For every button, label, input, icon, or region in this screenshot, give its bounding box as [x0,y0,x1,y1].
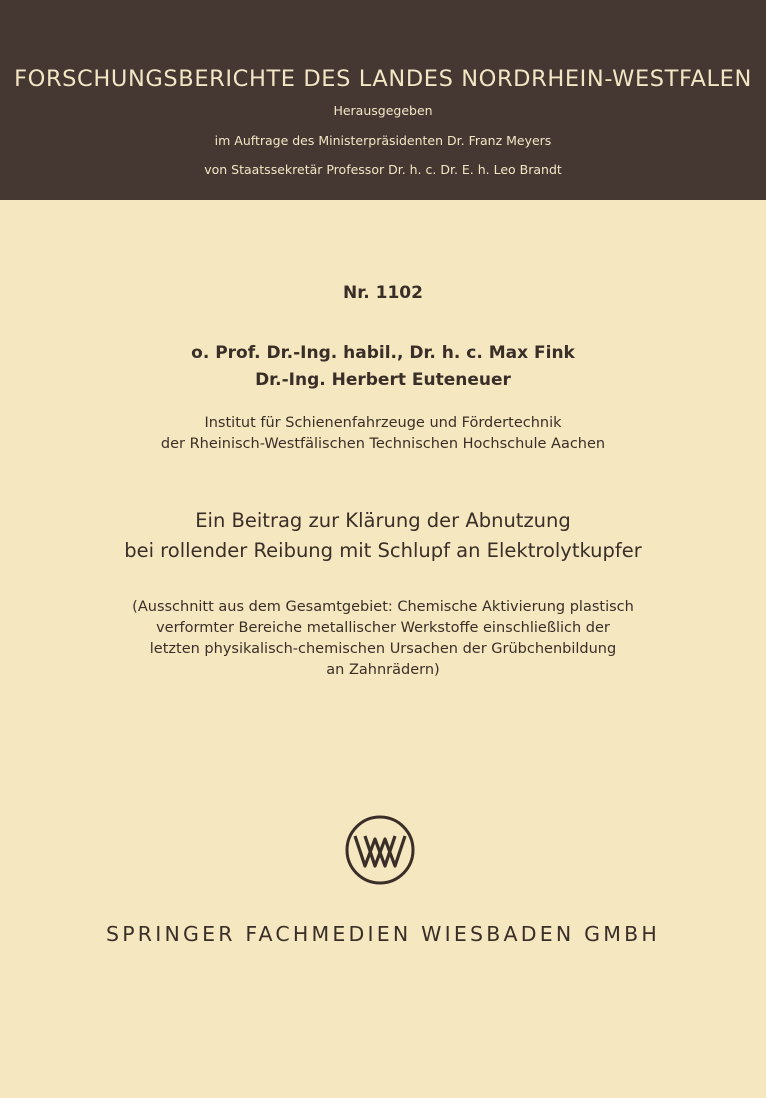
editor-line: von Staatssekretär Professor Dr. h. c. Dr. E. h. Leo Brandt [204,162,562,177]
title-line: Ein Beitrag zur Klärung der Abnutzung [195,509,571,532]
institute-line: der Rheinisch-Westfälischen Technischen Hochschule Aachen [160,436,606,452]
author-line: o. Prof. Dr.-Ing. habil., Dr. h. c. Max Fink [191,343,575,363]
editor-line: im Auftrage des Ministerpräsidenten Dr. Franz Meyers [214,133,552,148]
subtitle-line: verformter Bereiche metallischer Werkstoffe einschließlich der [156,620,610,636]
subtitle-line: (Ausschnitt aus dem Gesamtgebiet: Chemische Aktivierung plastisch [132,599,634,615]
title-line: bei rollender Reibung mit Schlupf an Elektrolytkupfer [124,539,642,562]
publisher-monogram-icon [344,814,416,886]
report-number: Nr. 1102 [343,283,423,303]
author-line: Dr.-Ing. Herbert Euteneuer [255,370,511,390]
subtitle-line: an Zahnrädern) [326,662,440,678]
editor-line: Herausgegeben [333,103,433,118]
publisher-name: SPRINGER FACHMEDIEN WIESBADEN GMBH [106,922,660,946]
series-header-band [0,0,766,200]
series-title: FORSCHUNGSBERICHTE DES LANDES NORDRHEIN-WESTFALEN [14,66,752,92]
subtitle-line: letzten physikalisch-chemischen Ursachen der Grübchenbildung [149,641,617,657]
institute-line: Institut für Schienenfahrzeuge und Fördertechnik [204,415,562,431]
